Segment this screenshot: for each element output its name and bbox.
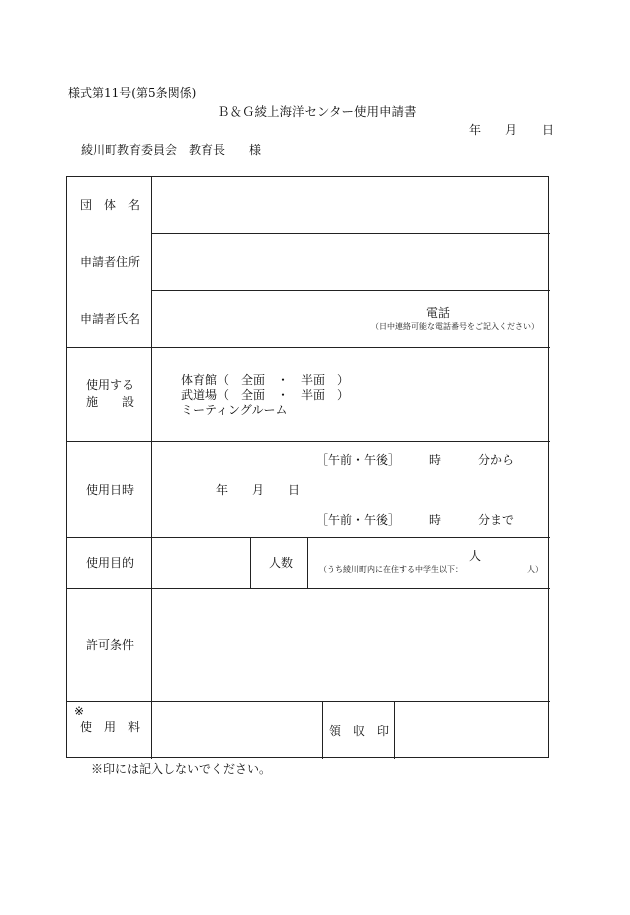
form-title: Ｂ＆Ｇ綾上海洋センター使用申請書 bbox=[217, 104, 417, 119]
purpose-label: 使用目的 bbox=[86, 556, 135, 570]
facility-option-meeting-room[interactable]: ミーティングルーム bbox=[181, 403, 288, 417]
start-minute-label: 分から bbox=[478, 453, 515, 467]
group-name-field[interactable] bbox=[152, 177, 550, 233]
office-use-mark: ※ bbox=[74, 704, 85, 718]
column-divider bbox=[307, 537, 308, 588]
date-day-label: 日 bbox=[542, 123, 555, 137]
application-form-table bbox=[66, 176, 549, 758]
purpose-field[interactable] bbox=[152, 538, 250, 588]
phone-note: （日中連絡可能な電話番号をご記入ください） bbox=[371, 322, 539, 331]
phone-label: 電話 bbox=[426, 306, 451, 320]
footnote: ※印には記入しないでください。 bbox=[91, 762, 272, 776]
fee-label: 使 用 料 bbox=[80, 720, 141, 734]
fee-field bbox=[152, 702, 322, 759]
facility-option-gymnasium[interactable]: 体育館（ 全面 ・ 半面 ） bbox=[181, 373, 350, 387]
addressee: 綾川町教育委員会 教育長 様 bbox=[81, 143, 262, 157]
usage-date-month-label: 月 bbox=[252, 483, 265, 497]
applicant-name-field[interactable] bbox=[152, 291, 402, 347]
date-year-label: 年 bbox=[469, 123, 482, 137]
end-ampm-selector[interactable]: ［午前・午後］ bbox=[316, 513, 401, 527]
column-divider bbox=[250, 537, 251, 588]
permit-conditions-label: 許可条件 bbox=[86, 638, 135, 652]
group-name-label: 団 体 名 bbox=[80, 198, 141, 212]
start-ampm-selector[interactable]: ［午前・午後］ bbox=[316, 453, 401, 467]
applicant-name-label: 申請者氏名 bbox=[80, 312, 141, 326]
row-divider bbox=[67, 347, 550, 348]
applicant-address-field[interactable] bbox=[152, 234, 550, 290]
usage-date-day-label: 日 bbox=[288, 483, 301, 497]
date-month-label: 月 bbox=[505, 123, 518, 137]
receipt-stamp-field bbox=[395, 702, 550, 759]
people-note-prefix: （うち綾川町内に在住する中学生以下： bbox=[319, 565, 463, 574]
facility-label-line1: 使用する bbox=[86, 378, 135, 392]
facility-label-line2: 施 設 bbox=[86, 395, 135, 409]
column-divider bbox=[322, 701, 323, 759]
start-hour-label: 時 bbox=[429, 453, 442, 467]
form-number: 様式第11号(第5条関係) bbox=[68, 86, 197, 100]
people-count-label: 人数 bbox=[269, 556, 294, 570]
applicant-address-label: 申請者住所 bbox=[80, 255, 141, 269]
usage-date-year-label: 年 bbox=[216, 483, 229, 497]
receipt-stamp-label: 領 収 印 bbox=[329, 724, 390, 738]
people-unit-label: 人 bbox=[469, 549, 482, 563]
row-divider bbox=[67, 537, 550, 538]
end-hour-label: 時 bbox=[429, 513, 442, 527]
permit-conditions-field bbox=[152, 589, 550, 701]
row-divider bbox=[67, 441, 550, 442]
people-note-suffix: 人） bbox=[527, 565, 543, 574]
end-minute-label: 分まで bbox=[478, 513, 515, 527]
facility-option-budojo[interactable]: 武道場（ 全面 ・ 半面 ） bbox=[181, 388, 350, 402]
usage-datetime-label: 使用日時 bbox=[86, 483, 135, 497]
